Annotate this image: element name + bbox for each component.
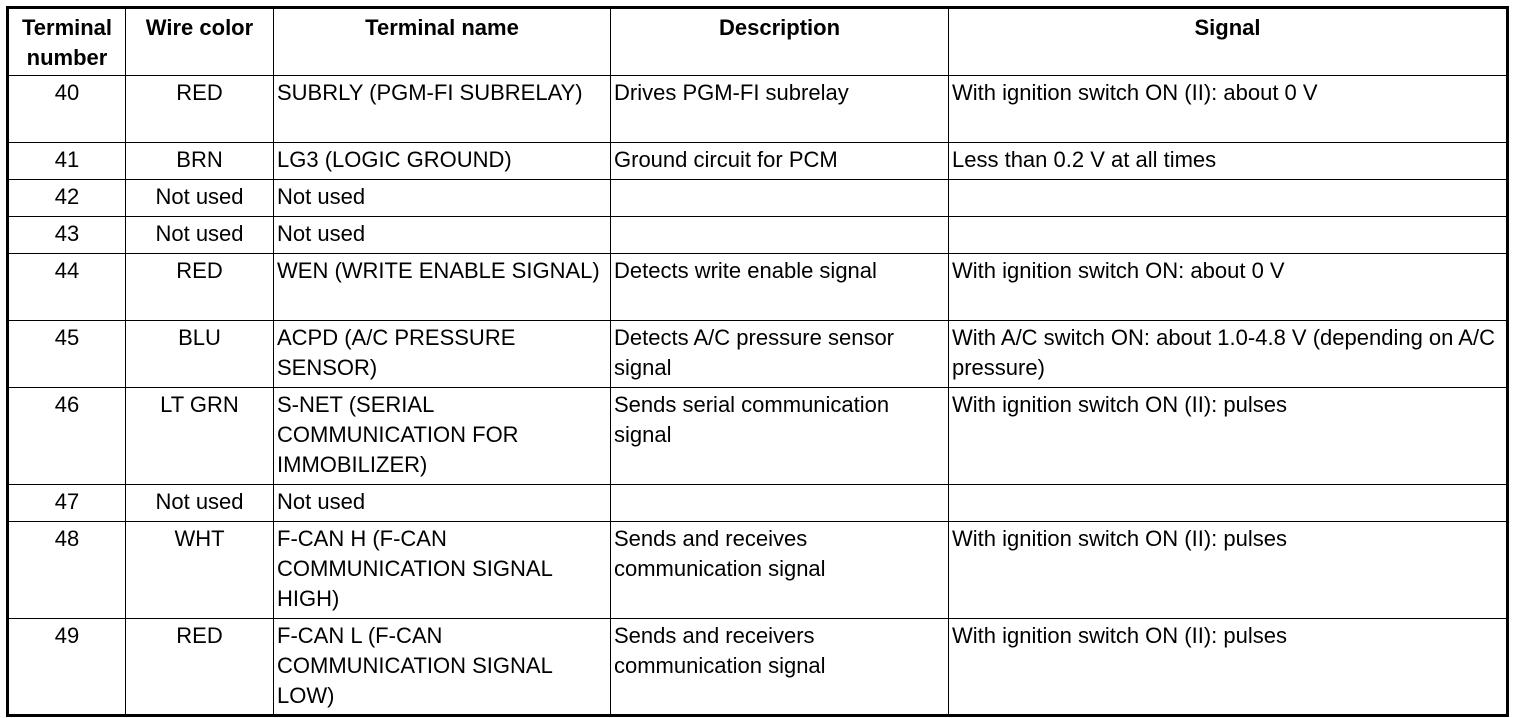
cell-signal: With ignition switch ON (II): pulses: [949, 522, 1508, 619]
cell-description: Ground circuit for PCM: [611, 143, 949, 180]
cell-terminal-name: WEN (WRITE ENABLE SIGNAL): [274, 254, 611, 321]
cell-signal: [949, 485, 1508, 522]
cell-description: Sends and receivers communication signal: [611, 619, 949, 716]
cell-terminal-name: F-CAN L (F-CAN COMMUNICATION SIGNAL LOW): [274, 619, 611, 716]
table-row: [8, 254, 1508, 321]
cell-terminal: 49: [8, 619, 126, 716]
cell-wire-color: WHT: [126, 522, 274, 619]
cell-terminal: 40: [8, 76, 126, 143]
cell-wire-color: Not used: [126, 485, 274, 522]
cell-description: Sends serial communication signal: [611, 388, 949, 485]
table-row: [8, 143, 1508, 180]
header-wire-color: Wire color: [126, 8, 274, 76]
cell-wire-color: RED: [126, 76, 274, 143]
table-row: [8, 76, 1508, 143]
cell-terminal: 41: [8, 143, 126, 180]
cell-signal: With A/C switch ON: about 1.0-4.8 V (depending on A/C pressure): [949, 321, 1508, 388]
table-row: [8, 217, 1508, 254]
table-row: [8, 388, 1508, 485]
cell-terminal: 44: [8, 254, 126, 321]
cell-terminal-name: Not used: [274, 180, 611, 217]
cell-terminal: 48: [8, 522, 126, 619]
cell-signal: Less than 0.2 V at all times: [949, 143, 1508, 180]
table-row: [8, 180, 1508, 217]
terminal-table-container: [6, 6, 1506, 717]
cell-terminal-name: S-NET (SERIAL COMMUNICATION FOR IMMOBILIZER): [274, 388, 611, 485]
table-header-row: [8, 8, 1508, 76]
cell-description: [611, 485, 949, 522]
cell-description: Detects write enable signal: [611, 254, 949, 321]
header-terminal-name: Terminal name: [274, 8, 611, 76]
cell-signal: With ignition switch ON: about 0 V: [949, 254, 1508, 321]
cell-terminal-name: Not used: [274, 485, 611, 522]
cell-wire-color: Not used: [126, 180, 274, 217]
cell-wire-color: BRN: [126, 143, 274, 180]
cell-wire-color: Not used: [126, 217, 274, 254]
cell-terminal-name: ACPD (A/C PRESSURE SENSOR): [274, 321, 611, 388]
cell-signal: With ignition switch ON (II): about 0 V: [949, 76, 1508, 143]
cell-terminal: 42: [8, 180, 126, 217]
cell-terminal-name: LG3 (LOGIC GROUND): [274, 143, 611, 180]
cell-description: Sends and receives communication signal: [611, 522, 949, 619]
header-terminal-number: Terminal number: [8, 8, 126, 76]
table-row: [8, 619, 1508, 716]
cell-terminal: 43: [8, 217, 126, 254]
cell-wire-color: BLU: [126, 321, 274, 388]
cell-description: [611, 217, 949, 254]
table-row: [8, 321, 1508, 388]
cell-terminal: 46: [8, 388, 126, 485]
table-row: [8, 485, 1508, 522]
cell-wire-color: LT GRN: [126, 388, 274, 485]
cell-wire-color: RED: [126, 619, 274, 716]
cell-terminal-name: Not used: [274, 217, 611, 254]
terminal-table: [6, 6, 1509, 717]
cell-description: Drives PGM-FI subrelay: [611, 76, 949, 143]
header-description: Description: [611, 8, 949, 76]
cell-signal: With ignition switch ON (II): pulses: [949, 388, 1508, 485]
cell-terminal: 45: [8, 321, 126, 388]
cell-terminal: 47: [8, 485, 126, 522]
cell-wire-color: RED: [126, 254, 274, 321]
cell-description: [611, 180, 949, 217]
cell-signal: [949, 180, 1508, 217]
cell-signal: With ignition switch ON (II): pulses: [949, 619, 1508, 716]
cell-terminal-name: SUBRLY (PGM-FI SUBRELAY): [274, 76, 611, 143]
cell-signal: [949, 217, 1508, 254]
header-signal: Signal: [949, 8, 1508, 76]
table-row: [8, 522, 1508, 619]
cell-description: Detects A/C pressure sensor signal: [611, 321, 949, 388]
cell-terminal-name: F-CAN H (F-CAN COMMUNICATION SIGNAL HIGH): [274, 522, 611, 619]
